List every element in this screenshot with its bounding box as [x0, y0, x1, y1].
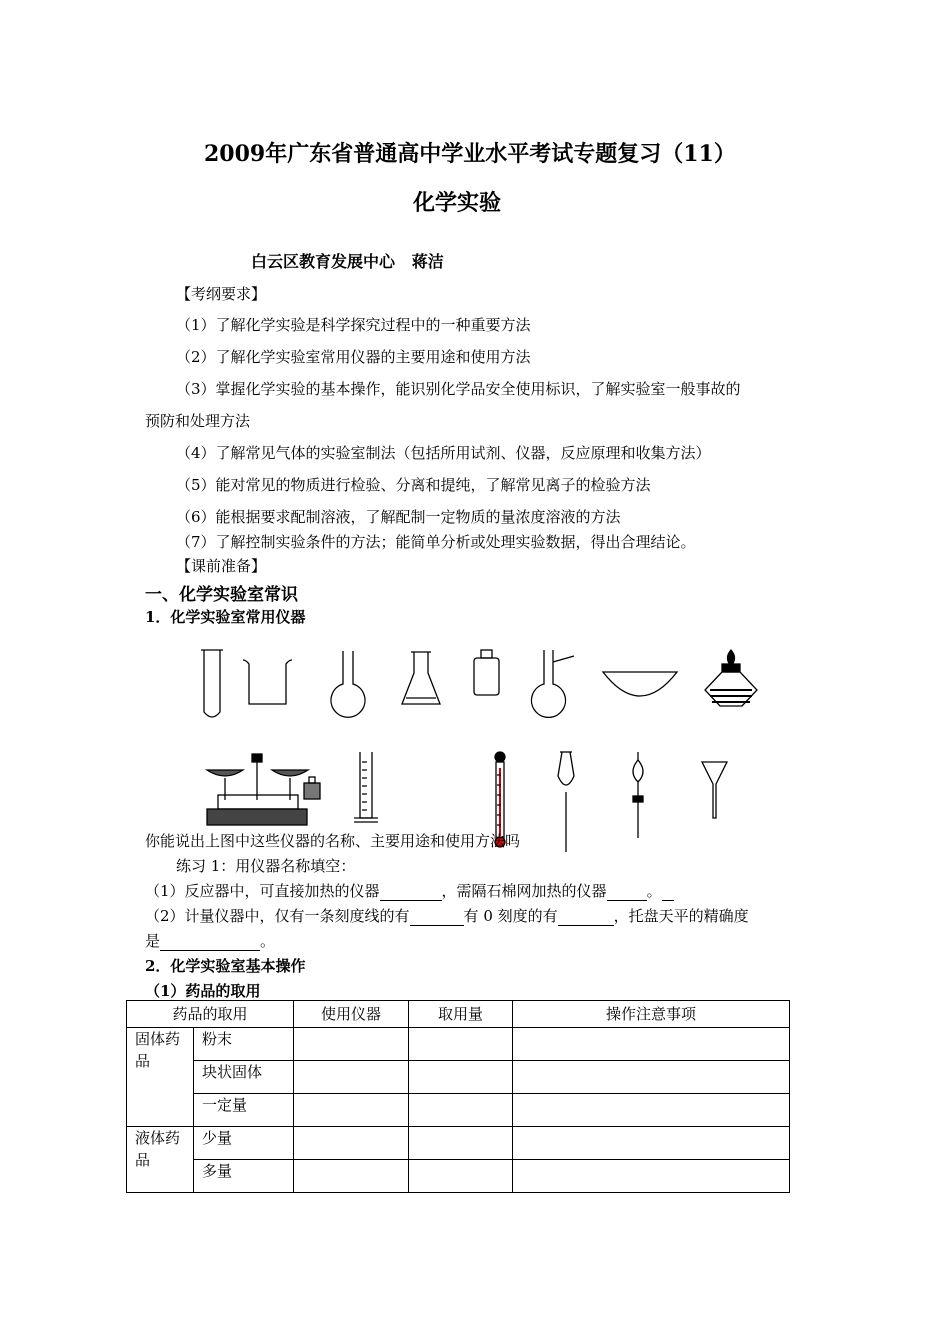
table-cell[interactable]	[513, 1094, 790, 1127]
requirement-item: （4）了解常见气体的实验室制法（包括所用试剂、仪器，反应原理和收集方法）	[176, 444, 711, 462]
subsection-heading: （1）药品的取用	[145, 982, 261, 1000]
requirement-item: （1）了解化学实验是科学探究过程中的一种重要方法	[176, 316, 531, 334]
funnel-icon	[702, 762, 727, 818]
balance-icon	[207, 754, 320, 825]
table-cell[interactable]	[513, 1127, 790, 1160]
requirements-heading: 【考纲要求】	[176, 285, 267, 303]
table-cell[interactable]	[409, 1160, 513, 1193]
blank-field[interactable]	[160, 932, 260, 951]
table-cell[interactable]	[513, 1028, 790, 1061]
conical-flask-icon	[402, 652, 440, 704]
page-title: 2009年广东省普通高中学业水平考试专题复习（11）	[204, 141, 736, 167]
table-row	[127, 1127, 790, 1160]
row-label: 粉末	[194, 1028, 294, 1061]
requirement-item-cont: 预防和处理方法	[145, 412, 251, 430]
alcohol-lamp-icon	[705, 650, 757, 706]
table-header-row	[127, 1001, 790, 1028]
blank-field[interactable]	[607, 882, 647, 901]
blank-field[interactable]	[558, 907, 614, 926]
blank-field[interactable]	[410, 907, 464, 926]
reagent-table	[126, 1000, 790, 1193]
exercise-title: 练习 1：用仪器名称填空：	[176, 857, 356, 875]
table-cell[interactable]	[294, 1094, 409, 1127]
table-cell[interactable]	[409, 1028, 513, 1061]
table-row	[127, 1160, 790, 1193]
row-label: 少量	[194, 1127, 294, 1160]
evaporating-dish-icon	[603, 672, 677, 696]
row-label: 块状固体	[194, 1061, 294, 1094]
section-heading: 一、化学实验室常识	[145, 585, 298, 605]
group-label: 液体药品	[127, 1127, 194, 1193]
table-cell[interactable]	[409, 1127, 513, 1160]
instrument-question: 你能说出上图中这些仪器的名称、主要用途和使用方法吗	[145, 832, 521, 850]
subsection-heading: 1．化学实验室常用仪器	[145, 608, 306, 626]
group-label: 固体药品	[127, 1028, 194, 1127]
header-cell: 取用量	[409, 1001, 513, 1028]
row-label: 多量	[194, 1160, 294, 1193]
table-cell[interactable]	[294, 1061, 409, 1094]
table-row	[127, 1061, 790, 1094]
page-subtitle: 化学实验	[413, 190, 502, 216]
requirement-item: （6）能根据要求配制溶液，了解配制一定物质的量浓度溶液的方法	[176, 508, 621, 526]
subsection-heading: 2．化学实验室基本操作	[145, 957, 306, 975]
requirement-item: （5）能对常见的物质进行检验、分离和提纯，了解常见离子的检验方法	[176, 476, 651, 494]
blank-field[interactable]	[380, 882, 442, 901]
prep-heading: 【课前准备】	[176, 557, 267, 575]
exercise-q2: （2）计量仪器中，仅有一条刻度线的有 有 0 刻度的有 ，托盘天平的精确度	[145, 907, 749, 925]
exercise-q2-cont: 是 。	[145, 932, 276, 950]
table-row	[127, 1094, 790, 1127]
table-cell[interactable]	[294, 1028, 409, 1061]
row-label: 一定量	[194, 1094, 294, 1127]
table-cell[interactable]	[513, 1061, 790, 1094]
dropping-funnel-icon	[633, 752, 643, 838]
requirement-item: （3）掌握化学实验的基本操作，能识别化学品安全使用标识，了解实验室一般事故的	[176, 380, 741, 398]
round-bottom-flask-icon	[331, 651, 365, 717]
test-tube-icon	[201, 650, 223, 717]
table-cell[interactable]	[409, 1094, 513, 1127]
table-cell[interactable]	[294, 1127, 409, 1160]
beaker-icon	[243, 660, 292, 704]
requirement-item: （7）了解控制实验条件的方法；能简单分析或处理实验数据，得出合理结论。	[176, 533, 696, 551]
table-row	[127, 1028, 790, 1061]
table-cell[interactable]	[294, 1160, 409, 1193]
distillation-flask-icon	[532, 650, 574, 717]
header-cell: 使用仪器	[294, 1001, 409, 1028]
header-cell: 操作注意事项	[513, 1001, 790, 1028]
author-line: 白云区教育发展中心 蒋洁	[251, 252, 444, 271]
table-cell[interactable]	[409, 1061, 513, 1094]
table-cell[interactable]	[513, 1160, 790, 1193]
reagent-bottle-icon	[474, 650, 499, 695]
header-cell: 药品的取用	[127, 1001, 294, 1028]
graduated-cylinder-icon	[354, 752, 378, 822]
separatory-funnel-icon	[558, 752, 574, 852]
exercise-q1: （1）反应器中，可直接加热的仪器 ，需隔石棉网加热的仪器 。	[145, 880, 674, 901]
requirement-item: （2）了解化学实验室常用仪器的主要用途和使用方法	[176, 348, 531, 366]
